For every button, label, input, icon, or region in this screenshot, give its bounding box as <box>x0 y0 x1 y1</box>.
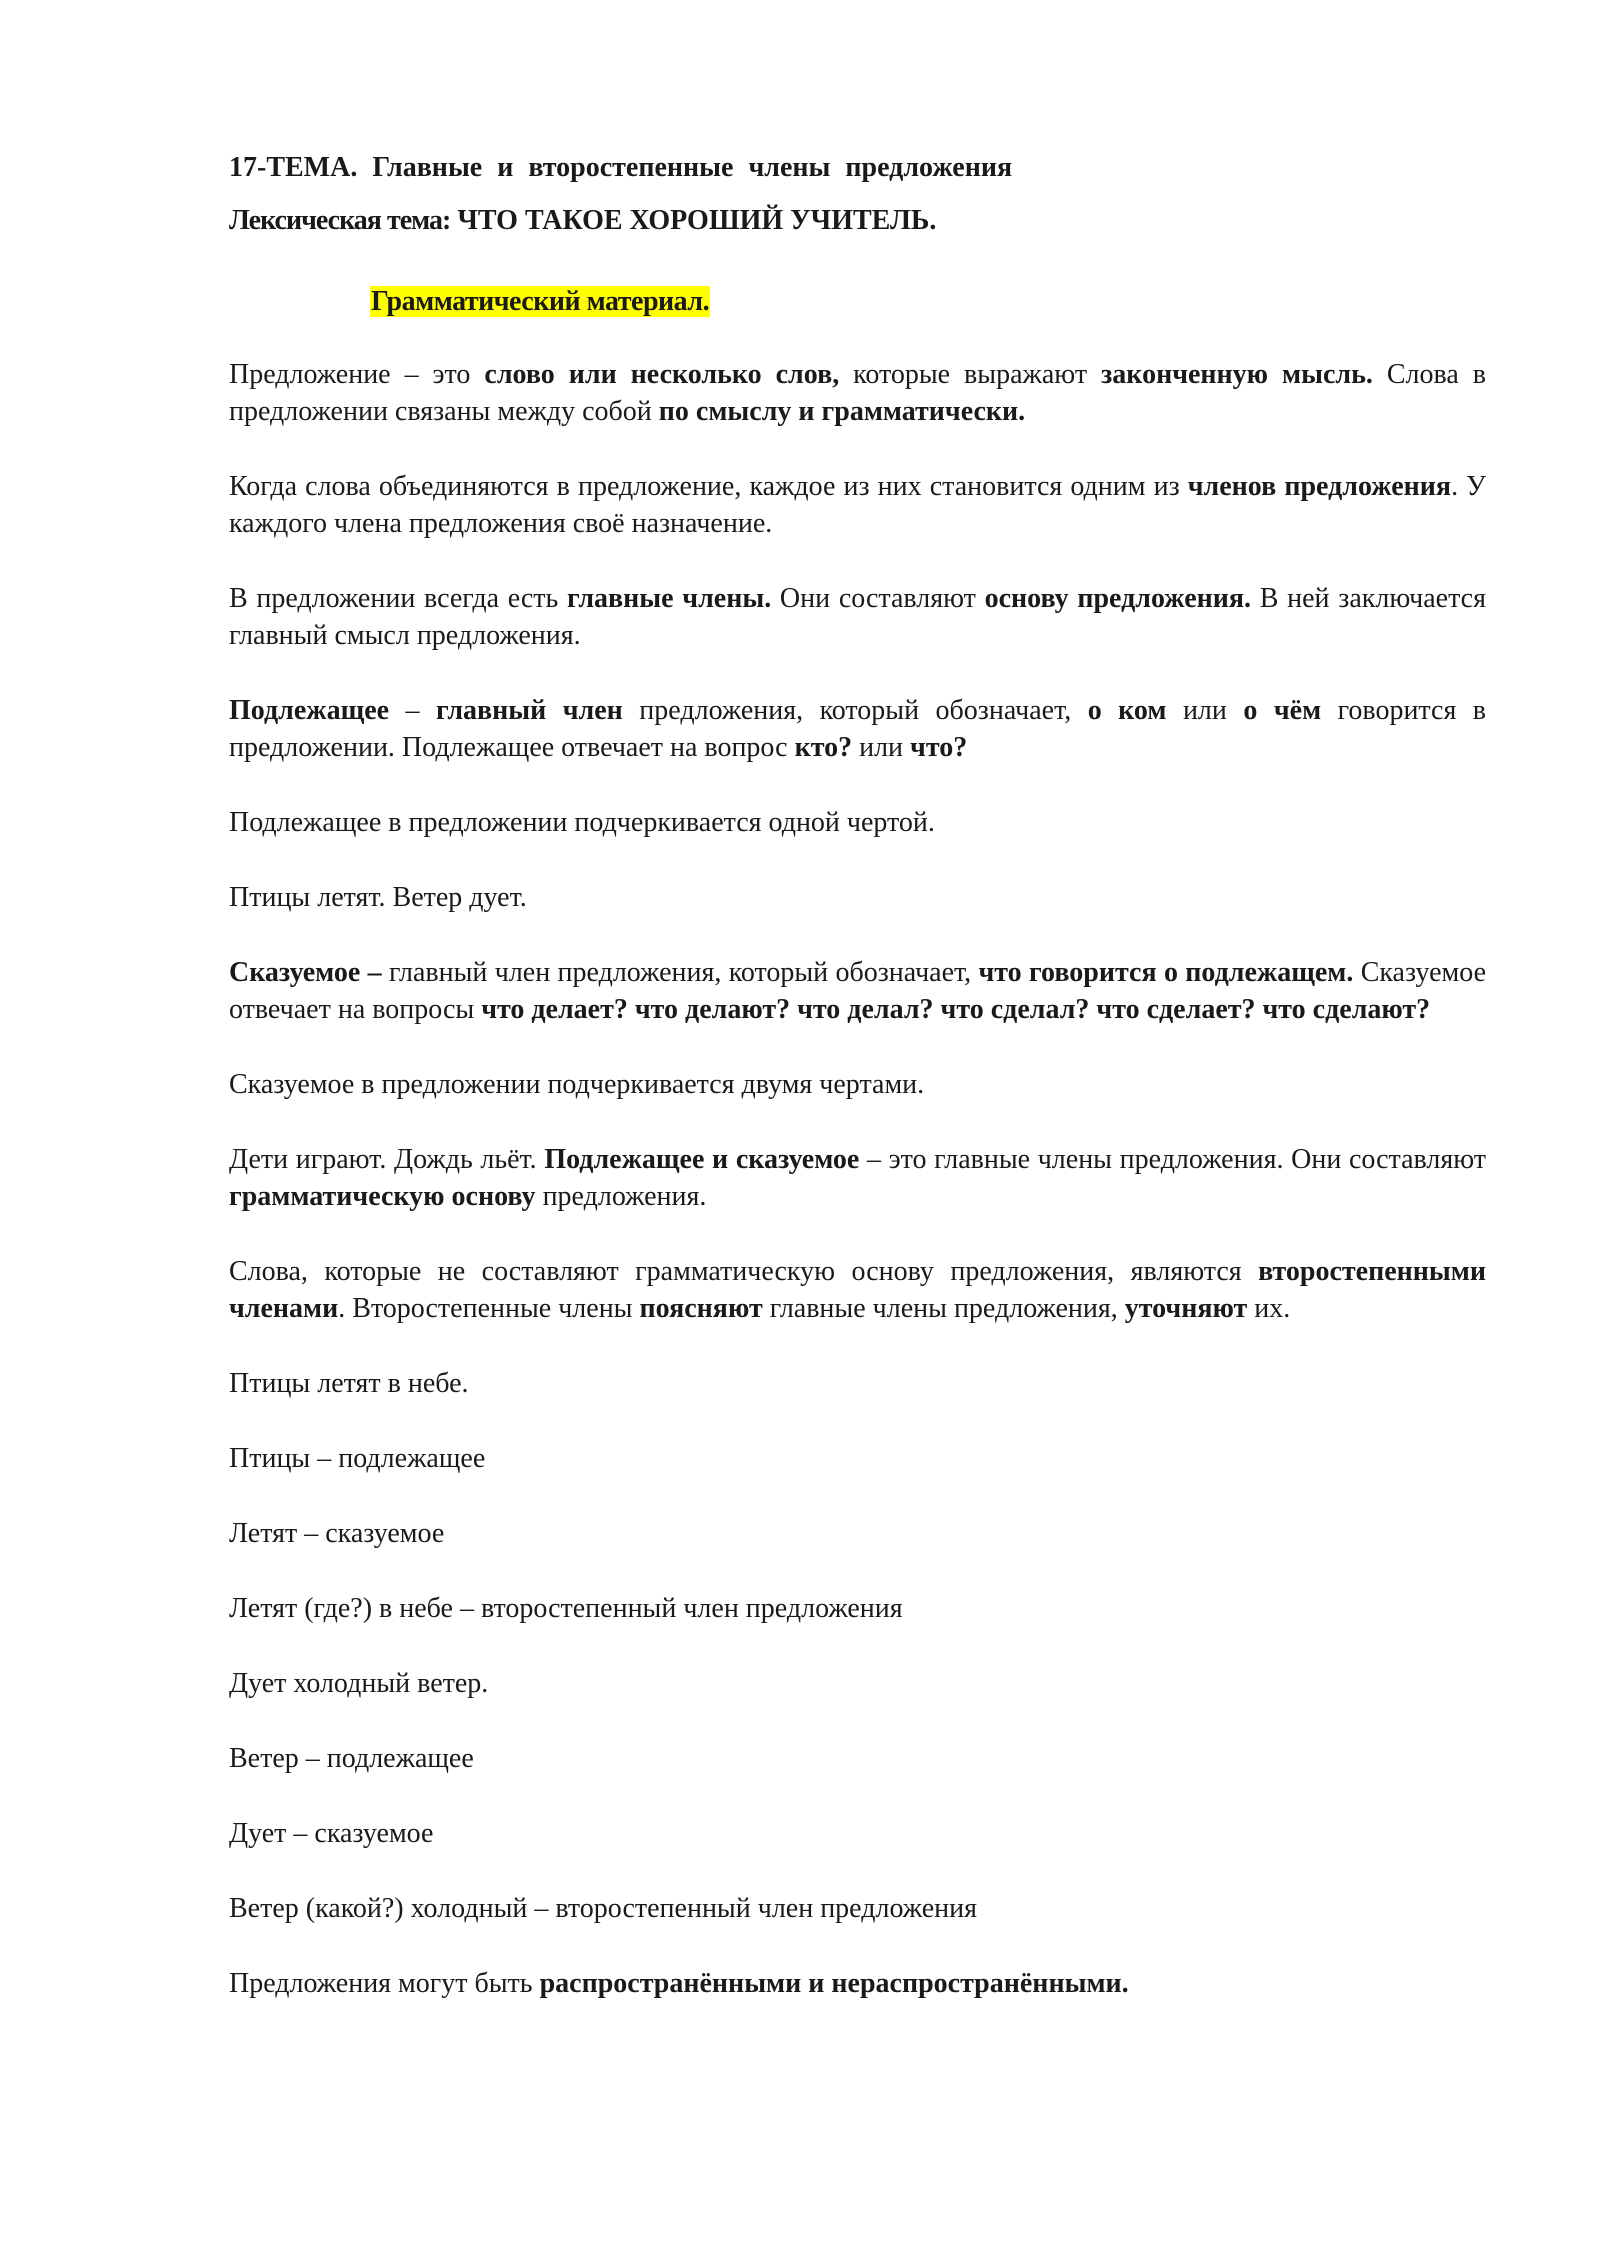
document-content <box>229 150 1486 2002</box>
text-run: – это главные члены предложения. Они составляют <box>859 1144 1486 1175</box>
example-line: Птицы – подлежащее <box>229 1443 486 1474</box>
example-line: Дует – сказуемое <box>229 1818 434 1849</box>
lexical-topic <box>229 203 1486 238</box>
bold-run: грамматическую основу <box>229 1181 536 1212</box>
bold-run: что? <box>910 732 968 763</box>
text-run: предложения, который обозначает, <box>622 695 1088 726</box>
text-run: главный член предложения, который обозначает, <box>381 957 979 988</box>
paragraph-predicate-underline: Сказуемое в предложении подчеркивается двумя чертами. <box>229 1069 925 1100</box>
bold-run: Подлежащее и сказуемое <box>544 1144 860 1175</box>
example-line: Летят – сказуемое <box>229 1518 445 1549</box>
bold-run: что говорится о подлежащем. <box>978 957 1354 988</box>
text-run: их. <box>1247 1293 1291 1324</box>
bold-run: по смыслу и грамматически. <box>658 396 1026 427</box>
text-run: В предложении всегда есть <box>229 583 568 614</box>
lexical-topic-value: ЧТО ТАКОЕ ХОРОШИЙ УЧИТЕЛЬ. <box>457 205 937 236</box>
text-run: Слова в предложении связаны между собой <box>229 359 1486 427</box>
text-run: главные члены предложения, <box>762 1293 1125 1324</box>
bold-run: членов предложения <box>1187 471 1452 502</box>
lexical-topic-label: Лексическая тема: <box>229 205 451 236</box>
text-run: или <box>1166 695 1244 726</box>
text-run: которые выражают <box>839 359 1102 390</box>
text-run: . Второстепенные члены <box>338 1293 640 1324</box>
page-title: 17-ТЕМА. Главные и второстепенные члены предложения <box>229 152 1013 183</box>
text-run: Предложения могут быть <box>229 1968 540 1999</box>
bold-run: о ком <box>1087 695 1167 726</box>
text-run: Они составляют <box>771 583 985 614</box>
bold-run: главный член <box>436 695 623 726</box>
paragraph-subject <box>229 692 1486 766</box>
bold-run: кто? <box>794 732 853 763</box>
paragraph-definition <box>229 356 1486 430</box>
text-run: Когда слова объединяются в предложение, каждое из них становится одним из <box>229 471 1188 502</box>
text-run: – <box>389 695 437 726</box>
text-run: Предложение – это <box>229 359 485 390</box>
paragraph-main-members <box>229 580 1486 654</box>
bold-run: второстепенными членами <box>229 1256 1486 1324</box>
example-line: Птицы летят в небе. <box>229 1368 469 1399</box>
bold-run: поясняют <box>639 1293 763 1324</box>
text-run: Сказуемое отвечает на вопросы <box>229 957 1487 1025</box>
section-heading-text: Грамматический материал. <box>371 286 710 317</box>
bold-run: Подлежащее <box>229 695 390 726</box>
paragraph-subject-underline: Подлежащее в предложении подчеркивается одной чертой. <box>229 807 935 838</box>
bold-run: что делает? что делают? что делал? что сделал? что сделает? что сделают? <box>481 994 1431 1025</box>
bold-run: о чём <box>1243 695 1322 726</box>
text-run: или <box>852 732 911 763</box>
bold-run: слово или несколько слов, <box>484 359 840 390</box>
paragraph-grammatical-basis <box>229 1141 1486 1215</box>
bold-run: распространёнными и нераспространёнными. <box>539 1968 1129 1999</box>
text-run: предложения. <box>535 1181 707 1212</box>
paragraph-members <box>229 468 1486 542</box>
text-run: В ней заключается главный смысл предложения. <box>229 583 1486 651</box>
text-run: говорится в предложении. Подлежащее отвечает на вопрос <box>229 695 1487 763</box>
bold-run: Сказуемое – <box>229 957 382 988</box>
bold-run: основу предложения. <box>984 583 1252 614</box>
paragraph-example-1: Птицы летят. Ветер дует. <box>229 882 527 913</box>
example-line: Летят (где?) в небе – второстепенный член предложения <box>229 1593 903 1624</box>
bold-run: законченную мысль. <box>1101 359 1373 390</box>
paragraph-predicate <box>229 954 1486 1028</box>
section-heading <box>370 286 1486 318</box>
example-line: Дует холодный ветер. <box>229 1668 489 1699</box>
example-line: Ветер (какой?) холодный – второстепенный член предложения <box>229 1893 978 1924</box>
example-line: Ветер – подлежащее <box>229 1743 474 1774</box>
paragraph-extended-sentences <box>229 1965 1486 2002</box>
text-run: . У каждого члена предложения своё назначение. <box>229 471 1486 539</box>
bold-run: уточняют <box>1124 1293 1248 1324</box>
text-run: Дети играют. Дождь льёт. <box>229 1144 545 1175</box>
paragraph-secondary-members <box>229 1253 1486 1327</box>
text-run: Слова, которые не составляют грамматическую основу предложения, являются <box>229 1256 1259 1287</box>
bold-run: главные члены. <box>567 583 772 614</box>
